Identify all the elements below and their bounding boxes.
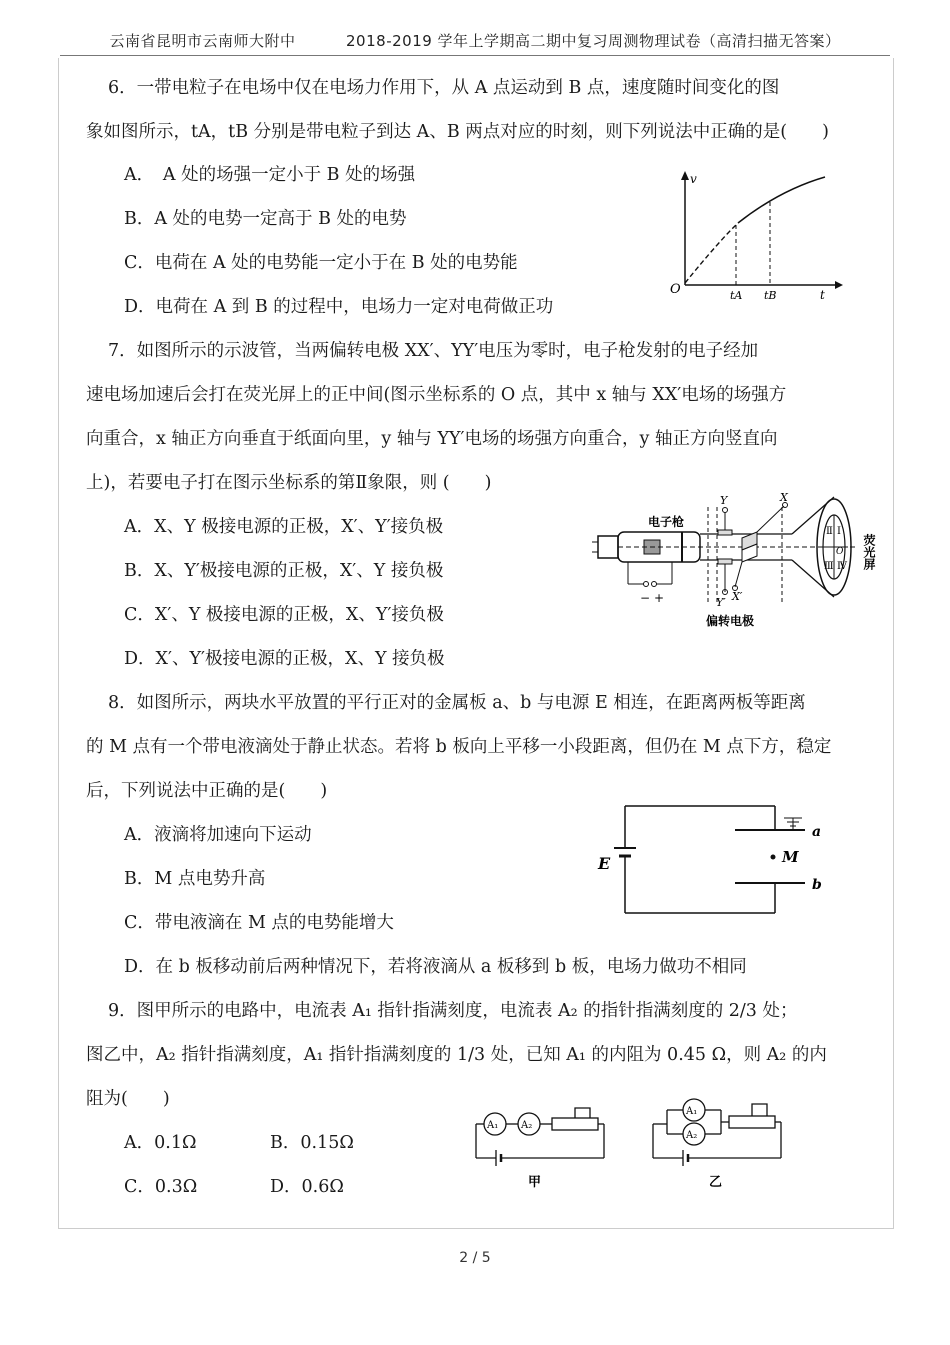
- tb-label: tB: [764, 289, 777, 302]
- label-y-prime: Y′: [716, 596, 726, 609]
- q9-circuit-jia: [468, 1100, 613, 1192]
- label-fluorescent-screen: 荧光屏: [862, 534, 876, 570]
- supply-terminal-neg: [644, 582, 649, 587]
- yi-label-a2: A₂: [686, 1130, 698, 1141]
- q9-option-a: A．0.1Ω: [124, 1133, 197, 1153]
- yi-rheostat: [729, 1116, 775, 1128]
- q9-stem-line3: 阻为( ): [86, 1089, 170, 1109]
- q8-stem-line3: 后，下列说法中正确的是( ): [86, 781, 328, 801]
- plate-y: [718, 530, 732, 535]
- ta-label: tA: [730, 289, 743, 302]
- jia-rheostat: [552, 1118, 598, 1130]
- q8-stem-line1: 8．如图所示，两块水平放置的平行正对的金属板 a、b 与电源 E 相连，在距离两板等距离: [108, 693, 806, 713]
- supply-terminal-pos: [652, 582, 657, 587]
- jia-caption: 甲: [528, 1175, 542, 1190]
- t-axis-arrow: [835, 281, 843, 289]
- q9-option-d: D．0.6Ω: [270, 1177, 344, 1197]
- lead-x-prime: [735, 562, 742, 587]
- q6-stem-line1: 6．一带电粒子在电场中仅在电场力作用下，从 A 点运动到 B 点，速度随时间变化的图: [108, 78, 780, 98]
- label-x-prime: X′: [732, 590, 743, 603]
- q8-option-b: B．M 点电势升高: [124, 869, 266, 889]
- label-plus: +: [654, 591, 665, 605]
- yi-label-a1: A₁: [686, 1106, 698, 1117]
- v-label: v: [690, 172, 697, 186]
- origin-label: O: [670, 282, 681, 297]
- q8-option-c: C．带电液滴在 M 点的电势能增大: [124, 913, 394, 933]
- label-deflection-electrodes: 偏转电极: [706, 614, 755, 628]
- gun-base: [598, 536, 618, 558]
- q7-stem-line3: 向重合，x 轴正方向垂直于纸面向里，y 轴与 YY′电场的场强方向重合，y 轴正方向竖直向: [86, 429, 778, 449]
- q7-stem-line1: 7．如图所示的示波管，当两偏转电极 XX′、YY′电压为零时，电子枪发射的电子经加: [108, 341, 759, 361]
- q8-option-d: D．在 b 板移动前后两种情况下，若将液滴从 a 板移到 b 板，电场力做功不相同: [124, 957, 747, 977]
- page-header: [0, 30, 950, 51]
- label-q1: Ⅰ: [837, 526, 841, 537]
- q7-option-a: A．X、Y 极接电源的正极，X′、Y′接负极: [124, 517, 444, 537]
- plate-y-prime: [718, 559, 732, 564]
- q7-stem-line4: 上)，若要电子打在图示坐标系的第Ⅱ象限，则 ( ): [86, 473, 492, 493]
- jia-label-a2: A₂: [521, 1120, 533, 1131]
- q6-option-c: C．电荷在 A 处的电势能一定小于在 B 处的电势能: [124, 253, 518, 273]
- q9-option-c: C．0.3Ω: [124, 1177, 198, 1197]
- q7-stem-line2: 速电场加速后会打在荧光屏上的正中间(图示坐标系的 O 点，其中 x 轴与 XX′电场的场强方: [86, 385, 787, 405]
- header-rule: [60, 55, 890, 56]
- jia-label-a1: A₁: [487, 1120, 499, 1131]
- label-screen-origin: O: [836, 547, 844, 557]
- label-y: Y: [720, 494, 728, 507]
- label-m: M: [782, 848, 799, 866]
- label-q2: Ⅱ: [826, 526, 833, 537]
- label-e: E: [598, 854, 611, 873]
- q7-option-c: C．X′、Y 极接电源的正极，X、Y′接负极: [124, 605, 444, 625]
- q7-option-b: B．X、Y′极接电源的正极，X′、Y 接负极: [124, 561, 444, 581]
- q8-option-a: A．液滴将加速向下运动: [124, 825, 312, 845]
- q9-stem-line2: 图乙中，A₂ 指针指满刻度，A₁ 指针指满刻度的 1/3 处，已知 A₁ 的内阻为 0.45 Ω，则 A₂ 的内: [86, 1045, 827, 1065]
- header-title: 2018-2019 学年上学期高二期中复习周测物理试卷（高清扫描无答案）: [346, 32, 841, 50]
- q9-stem-line1: 9．图甲所示的电路中，电流表 A₁ 指针指满刻度，电流表 A₂ 的指针指满刻度的 2/3 处；: [108, 1001, 798, 1021]
- q6-option-b: B．A 处的电势一定高于 B 处的电势: [124, 209, 407, 229]
- curve-dashed: [685, 223, 738, 283]
- q6-option-a: A． A 处的场强一定小于 B 处的场强: [124, 165, 416, 185]
- label-minus: −: [640, 591, 651, 605]
- label-q4: Ⅳ: [837, 561, 847, 572]
- t-label: t: [820, 288, 825, 302]
- label-q3: Ⅲ: [824, 561, 834, 572]
- v-axis-arrow: [681, 171, 689, 180]
- q7-option-d: D．X′、Y′极接电源的正极，X、Y 接负极: [124, 649, 445, 669]
- label-x: X: [780, 492, 788, 504]
- curve-solid: [738, 177, 825, 223]
- yi-caption: 乙: [709, 1175, 723, 1190]
- label-b: b: [812, 877, 822, 893]
- q7-oscilloscope-tube-figure: [592, 492, 892, 632]
- q6-vt-graph: [660, 165, 845, 305]
- q8-capacitor-circuit: [590, 798, 840, 923]
- q6-stem-line2: 象如图所示，tA，tB 分别是带电粒子到达 A、B 两点对应的时刻，则下列说法中正确的是( ): [86, 122, 829, 142]
- header-school: 云南省昆明市云南师大附中: [109, 32, 296, 50]
- label-a: a: [812, 824, 822, 840]
- q9-circuit-yi: [645, 1090, 790, 1192]
- yi-slider: [752, 1104, 767, 1116]
- q6-option-d: D．电荷在 A 到 B 的过程中，电场力一定对电荷做正功: [124, 297, 554, 317]
- q9-option-b: B．0.15Ω: [270, 1133, 354, 1153]
- q8-stem-line2: 的 M 点有一个带电液滴处于静止状态。若将 b 板向上平移一小段距离，但仍在 M 点下方，稳定: [86, 737, 832, 757]
- jia-slider: [575, 1108, 590, 1118]
- droplet-m: [771, 855, 776, 860]
- label-electron-gun: 电子枪: [648, 515, 685, 529]
- terminal-y: [723, 508, 728, 513]
- page-number: 2 / 5: [459, 1250, 491, 1266]
- lead-x: [757, 506, 784, 532]
